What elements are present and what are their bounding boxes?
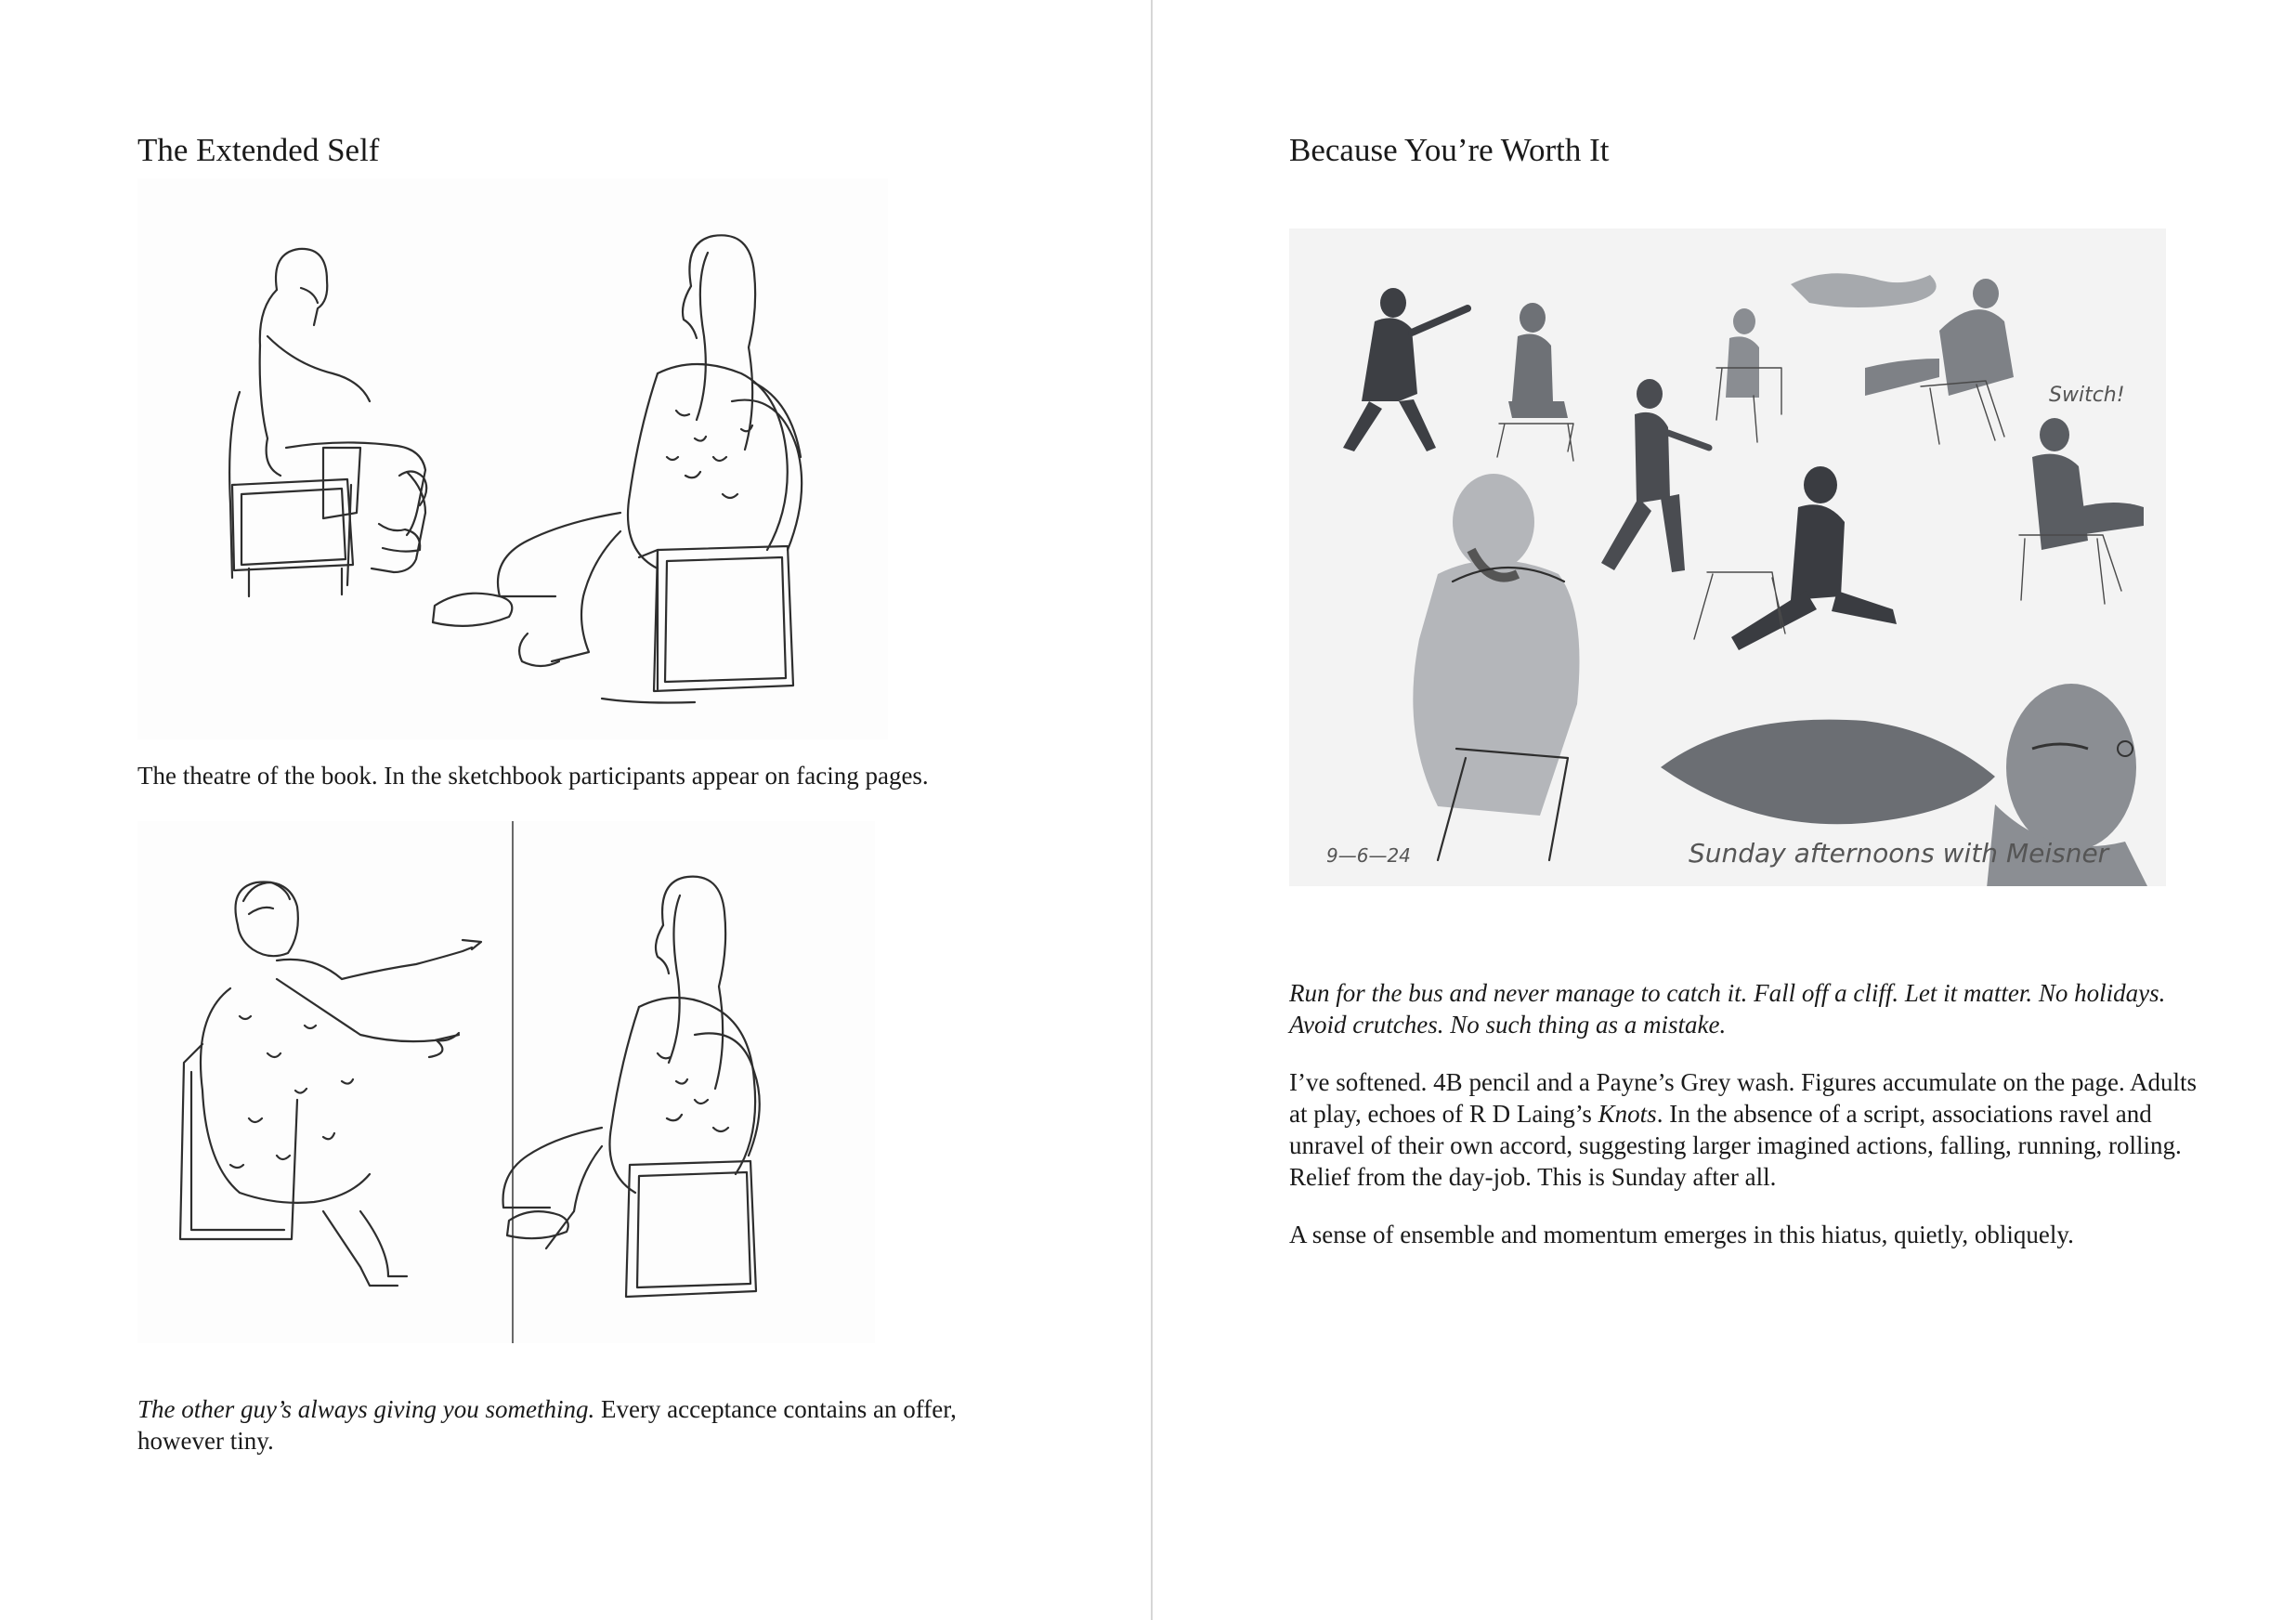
caption-the-other-guy-italic: The other guy’s always giving you something. bbox=[137, 1395, 595, 1423]
caption-theatre-of-the-book: The theatre of the book. In the sketchbook participants appear on facing pages. bbox=[137, 762, 929, 790]
sketch-seated-pair bbox=[137, 178, 888, 739]
inscription-date: 9—6—24 bbox=[1326, 844, 1411, 867]
right-seated-figure bbox=[433, 235, 802, 702]
page-divider bbox=[1151, 0, 1153, 1620]
inscription-caption: Sunday afternoons with Meisner bbox=[1689, 838, 2109, 869]
left-seated-figure bbox=[229, 249, 426, 596]
pencil-wash-drawing-ensemble bbox=[1289, 229, 2166, 886]
right-page-title: Because You’re Worth It bbox=[1289, 132, 1610, 168]
running-figures bbox=[1601, 379, 1897, 650]
sketch-sunday-afternoons bbox=[1289, 229, 2166, 886]
caption-the-other-guy-rest: Every acceptance contains an offer, however tiny. bbox=[137, 1395, 957, 1455]
right-page bbox=[1154, 0, 2296, 1620]
gesturing-woman-figure bbox=[180, 882, 481, 1286]
inscription-exclamation: Switch! bbox=[2049, 384, 2125, 407]
italic-paragraph: Run for the bus and never manage to catch it. Fall off a cliff. Let it matter. No holidays. Avoid crutches. No such thing as a mistake. bbox=[1289, 979, 2166, 1039]
caption-the-other-guy bbox=[137, 1393, 1029, 1457]
paragraph-softened bbox=[1289, 1066, 2199, 1193]
sketch-facing-pages bbox=[137, 821, 875, 1343]
line-drawing-facing-pages bbox=[137, 821, 875, 1343]
long-haired-figure-opposite bbox=[503, 877, 760, 1297]
paragraph-softened-knots: Knots bbox=[1598, 1100, 1657, 1128]
paragraph-softened-before: I’ve softened. 4B pencil and a Payne’s Grey wash. Figures accumulate on the page. Adults at play, echoes of R D Laing’s bbox=[1289, 1068, 2197, 1128]
paragraph-ensemble: A sense of ensemble and momentum emerges in this hiatus, quietly, obliquely. bbox=[1289, 1221, 2074, 1248]
left-page-title: The Extended Self bbox=[137, 132, 380, 168]
paragraph-softened-after: . In the absence of a script, associations ravel and unravel of their own accord, suggesting larger imagined actions, falling, running, rolling. Relief from the day-job. This is Sunday after all. bbox=[1289, 1100, 2182, 1191]
line-drawing-seated-pair bbox=[137, 178, 888, 739]
